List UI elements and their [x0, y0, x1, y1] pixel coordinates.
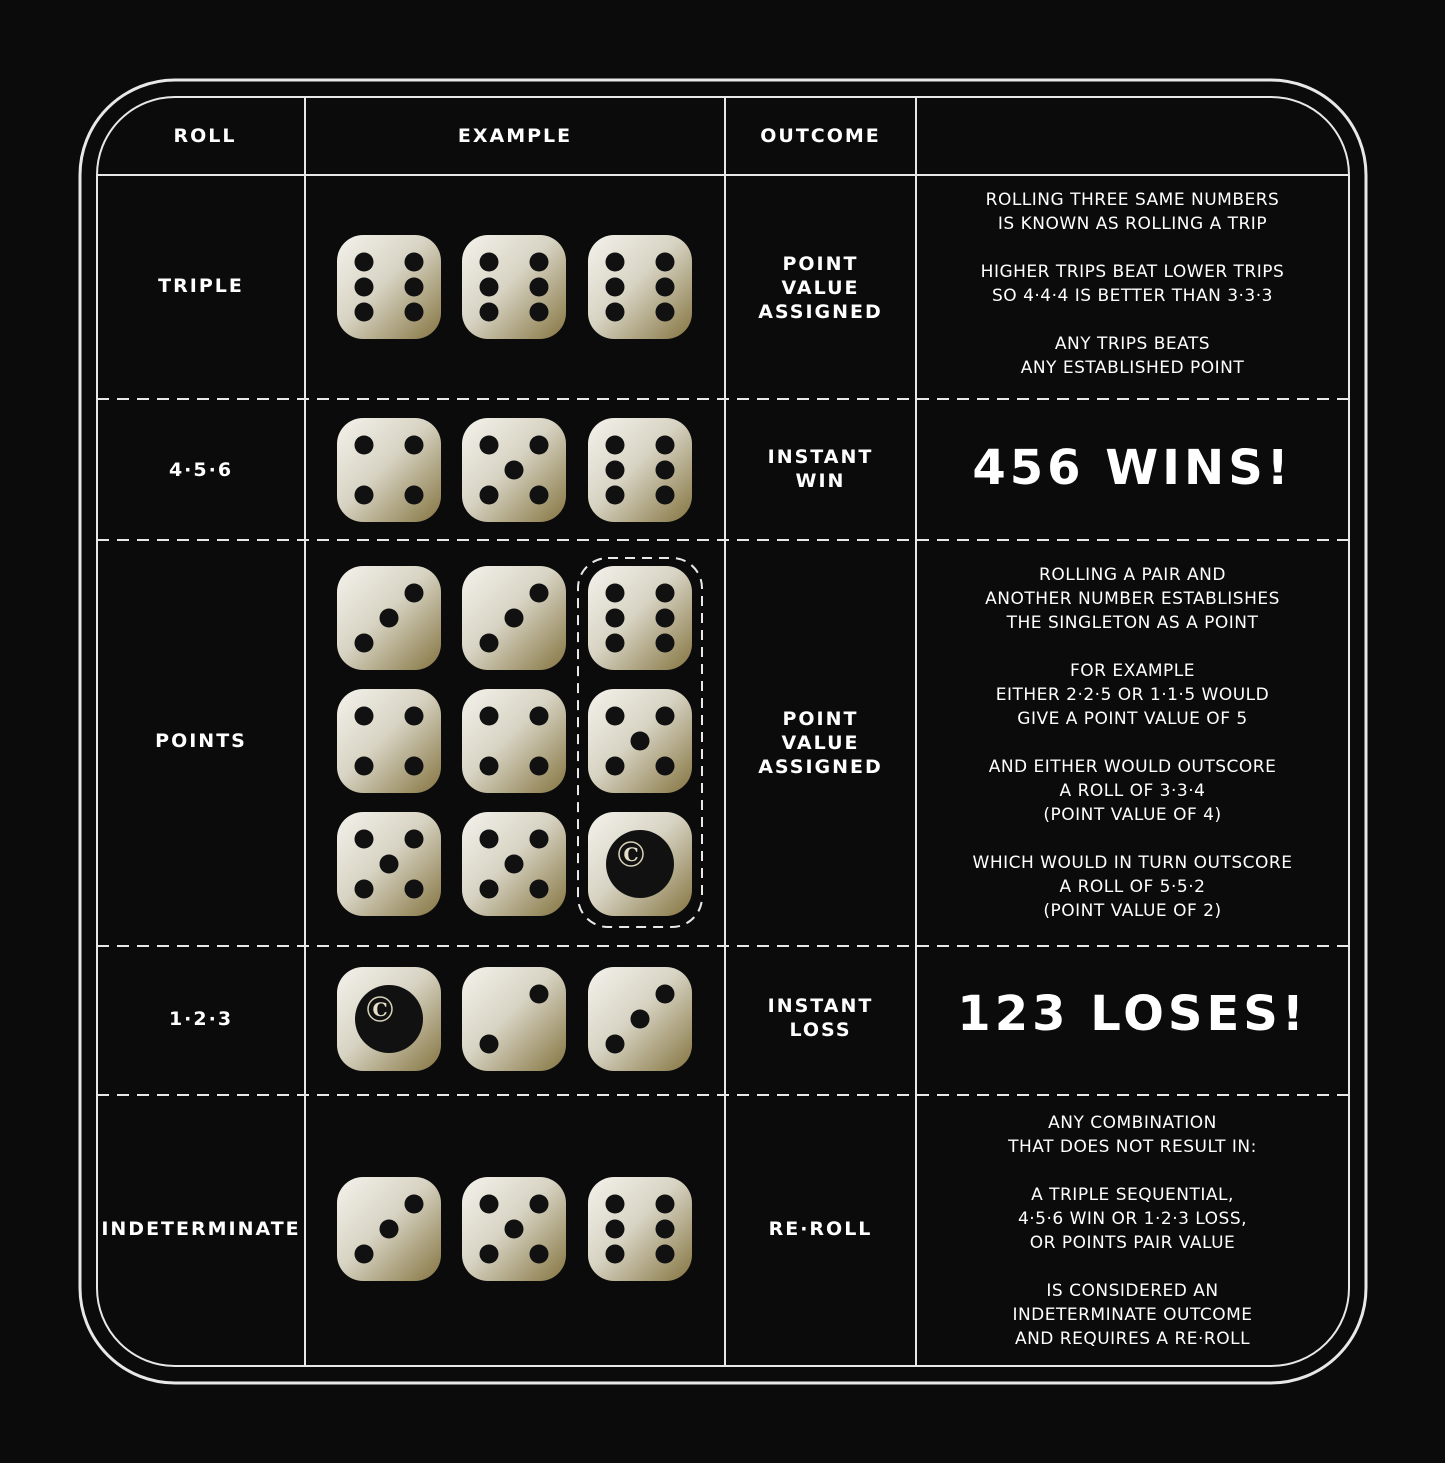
die-pip: [656, 486, 675, 505]
die-four: [337, 689, 441, 793]
die-pip: [530, 880, 549, 899]
die-pip: [656, 1245, 675, 1264]
die-pip: [656, 584, 675, 603]
outcome-line: VALUE: [781, 732, 860, 754]
die-pip: [530, 757, 549, 776]
description-line: HIGHER TRIPS BEAT LOWER TRIPS: [980, 262, 1285, 282]
die-pip: [530, 584, 549, 603]
description-line: ANY ESTABLISHED POINT: [1020, 358, 1245, 378]
die-pip: [656, 1195, 675, 1214]
headline-123-loses: 123 LOSES!: [957, 986, 1308, 1042]
die-pip: [606, 634, 625, 653]
die-pip: [405, 707, 424, 726]
die-pip: [631, 732, 650, 751]
die-three: [337, 1177, 441, 1281]
die-pip: [480, 253, 499, 272]
die-face: [588, 235, 692, 339]
die-face: [462, 967, 566, 1071]
die-pip: [656, 634, 675, 653]
dice-layer: [337, 235, 692, 1281]
die-pip: [505, 1220, 524, 1239]
die-pip: [355, 707, 374, 726]
die-four: [337, 418, 441, 522]
die-pip: [530, 707, 549, 726]
description-line: (POINT VALUE OF 2): [1043, 901, 1222, 921]
die-pip: [355, 1245, 374, 1264]
die-pip: [530, 436, 549, 455]
die-pip: [656, 253, 675, 272]
die-pip: [606, 303, 625, 322]
outcome-line: ASSIGNED: [758, 756, 883, 778]
die-pip: [405, 880, 424, 899]
eight-ball-icon: [606, 830, 674, 898]
die-four: [462, 689, 566, 793]
die-pip: [405, 584, 424, 603]
die-five: [462, 418, 566, 522]
die-pip: [355, 880, 374, 899]
die-pip: [480, 880, 499, 899]
die-pip: [530, 1195, 549, 1214]
outcome-triple: [725, 252, 916, 324]
die-pip: [606, 584, 625, 603]
die-pip: [480, 1195, 499, 1214]
die-pip: [405, 830, 424, 849]
die-pip: [405, 303, 424, 322]
die-pip: [480, 757, 499, 776]
die-pip: [656, 278, 675, 297]
die-pip: [606, 278, 625, 297]
die-pip: [656, 985, 675, 1004]
die-pip: [656, 461, 675, 480]
die-six: [588, 1177, 692, 1281]
die-pip: [606, 1220, 625, 1239]
eight-ball-letter: C: [372, 999, 388, 1021]
die-pip: [480, 486, 499, 505]
die-three: [337, 566, 441, 670]
die-pip: [405, 757, 424, 776]
die-pip: [380, 855, 399, 874]
die-pip: [480, 1245, 499, 1264]
die-pip: [355, 486, 374, 505]
die-pip: [355, 278, 374, 297]
outcome-line: INSTANT: [767, 995, 874, 1017]
eight-ball-die: [588, 812, 692, 916]
description-paragraph: [916, 755, 1349, 827]
description-line: FOR EXAMPLE: [1069, 661, 1196, 681]
die-pip: [656, 757, 675, 776]
die-pip: [355, 253, 374, 272]
die-pip: [480, 1035, 499, 1054]
description-line: AND REQUIRES A RE·ROLL: [1014, 1329, 1251, 1349]
description-line: WHICH WOULD IN TURN OUTSCORE: [972, 853, 1293, 873]
description-line: OR POINTS PAIR VALUE: [1029, 1233, 1236, 1253]
die-pip: [505, 461, 524, 480]
eight-ball-icon: [355, 985, 423, 1053]
die-face: [588, 418, 692, 522]
description-paragraph: [916, 563, 1349, 635]
roll-label-indeterminate: INDETERMINATE: [101, 1218, 301, 1240]
die-six: [337, 235, 441, 339]
description-line: IS KNOWN AS ROLLING A TRIP: [997, 214, 1268, 234]
description-line: SO 4·4·4 IS BETTER THAN 3·3·3: [992, 286, 1273, 306]
die-pip: [606, 461, 625, 480]
die-pip: [405, 253, 424, 272]
outcome-indeterminate: [725, 1217, 916, 1241]
outcome-line: VALUE: [781, 277, 860, 299]
description-line: ANY TRIPS BEATS: [1054, 334, 1211, 354]
description-line: ANY COMBINATION: [1048, 1113, 1217, 1133]
outcome-line: INSTANT: [767, 446, 874, 468]
die-pip: [606, 253, 625, 272]
die-pip: [480, 830, 499, 849]
outcome-456: [725, 445, 916, 493]
description-line: 4·5·6 WIN OR 1·2·3 LOSS,: [1017, 1209, 1248, 1229]
die-five: [462, 812, 566, 916]
die-six: [588, 418, 692, 522]
die-pip: [355, 830, 374, 849]
die-pip: [355, 436, 374, 455]
die-pip: [405, 436, 424, 455]
die-pip: [480, 436, 499, 455]
die-pip: [606, 436, 625, 455]
die-face: [337, 235, 441, 339]
die-face: [462, 235, 566, 339]
die-face: [588, 566, 692, 670]
die-pip: [530, 303, 549, 322]
die-pip: [405, 278, 424, 297]
description-points: [916, 563, 1349, 923]
die-pip: [606, 609, 625, 628]
description-paragraph: [916, 332, 1349, 380]
headline-456-wins: 456 WINS!: [972, 440, 1293, 496]
die-pip: [606, 1245, 625, 1264]
die-pip: [380, 609, 399, 628]
description-line: A ROLL OF 3·3·4: [1059, 781, 1206, 801]
die-six: [462, 235, 566, 339]
die-pip: [405, 486, 424, 505]
description-line: GIVE A POINT VALUE OF 5: [1017, 709, 1248, 729]
description-paragraph: [916, 659, 1349, 731]
die-six: [588, 566, 692, 670]
die-pip: [656, 1220, 675, 1239]
die-pip: [530, 830, 549, 849]
die-pip: [530, 253, 549, 272]
roll-label-triple: TRIPLE: [158, 275, 244, 297]
die-pip: [505, 855, 524, 874]
die-pip: [606, 1195, 625, 1214]
description-paragraph: [916, 1111, 1349, 1159]
description-indeterminate: [916, 1111, 1349, 1351]
die-pip: [530, 985, 549, 1004]
header-outcome: OUTCOME: [760, 125, 881, 147]
die-pip: [530, 486, 549, 505]
description-paragraph: [916, 188, 1349, 236]
outcome-line: POINT: [782, 253, 859, 275]
die-pip: [606, 1035, 625, 1054]
die-pip: [505, 609, 524, 628]
description-line: AND EITHER WOULD OUTSCORE: [988, 757, 1277, 777]
outcome-123: [725, 994, 916, 1042]
description-paragraph: [916, 1279, 1349, 1351]
description-line: A TRIPLE SEQUENTIAL,: [1031, 1185, 1234, 1205]
outcome-points: [725, 707, 916, 779]
die-face: [462, 689, 566, 793]
die-pip: [530, 1245, 549, 1264]
description-paragraph: [916, 851, 1349, 923]
die-pip: [631, 1010, 650, 1029]
die-five: [462, 1177, 566, 1281]
die-face: [588, 1177, 692, 1281]
header-roll: ROLL: [173, 125, 237, 147]
description-line: ROLLING THREE SAME NUMBERS: [985, 190, 1280, 210]
die-pip: [656, 436, 675, 455]
description-line: THE SINGLETON AS A POINT: [1006, 613, 1259, 633]
eight-ball-letter: C: [623, 844, 639, 866]
description-line: ANOTHER NUMBER ESTABLISHES: [985, 589, 1280, 609]
die-pip: [355, 303, 374, 322]
die-six: [588, 235, 692, 339]
eight-ball-die: [337, 967, 441, 1071]
outcome-line: ASSIGNED: [758, 301, 883, 323]
description-line: EITHER 2·2·5 OR 1·1·5 WOULD: [995, 685, 1270, 705]
outcome-line: POINT: [782, 708, 859, 730]
description-paragraph: [916, 260, 1349, 308]
die-pip: [355, 757, 374, 776]
description-line: INDETERMINATE OUTCOME: [1012, 1305, 1253, 1325]
die-pip: [656, 609, 675, 628]
roll-label-points: POINTS: [155, 730, 247, 752]
die-face: [337, 418, 441, 522]
die-pip: [480, 634, 499, 653]
die-pip: [656, 707, 675, 726]
die-five: [588, 689, 692, 793]
description-line: (POINT VALUE OF 4): [1043, 805, 1222, 825]
die-pip: [606, 486, 625, 505]
die-five: [337, 812, 441, 916]
roll-label-456: 4·5·6: [168, 459, 234, 481]
die-two: [462, 967, 566, 1071]
header-example: EXAMPLE: [457, 125, 573, 147]
roll-label-123: 1·2·3: [168, 1008, 234, 1030]
outcome-line: LOSS: [789, 1019, 852, 1041]
description-line: A ROLL OF 5·5·2: [1059, 877, 1206, 897]
die-pip: [405, 1195, 424, 1214]
description-line: THAT DOES NOT RESULT IN:: [1008, 1137, 1257, 1157]
description-line: IS CONSIDERED AN: [1046, 1281, 1219, 1301]
die-three: [462, 566, 566, 670]
die-pip: [480, 278, 499, 297]
outcome-line: RE·ROLL: [768, 1218, 873, 1240]
die-pip: [355, 634, 374, 653]
die-pip: [606, 707, 625, 726]
die-pip: [656, 303, 675, 322]
die-three: [588, 967, 692, 1071]
description-paragraph: [916, 1183, 1349, 1255]
outcome-line: WIN: [795, 470, 846, 492]
die-face: [337, 689, 441, 793]
die-pip: [380, 1220, 399, 1239]
die-pip: [606, 757, 625, 776]
description-line: ROLLING A PAIR AND: [1039, 565, 1226, 585]
die-pip: [530, 278, 549, 297]
die-pip: [480, 303, 499, 322]
description-triple: [916, 188, 1349, 380]
die-pip: [480, 707, 499, 726]
